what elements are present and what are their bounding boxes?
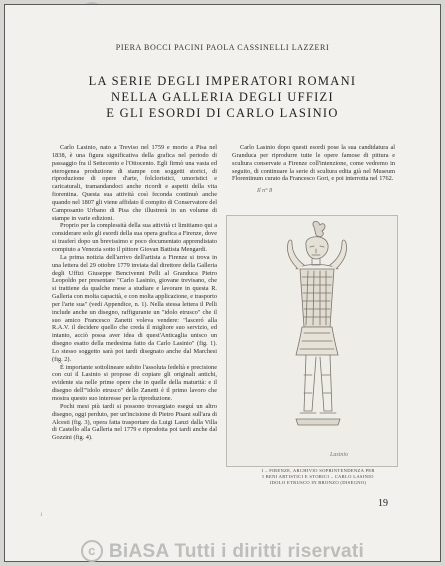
paragraph: È importante sottolineare subito l'assoluta fedeltà e precisione con cui il Lasinio si propose di copiare gli originali antichi, evidente sia nelle prime opere che in quelle della maturità: e il disegno dell'"idolo etrusco" dello Zanetti è il primo lavoro che mostra questo suo interesse per la riproduzione. [52,363,217,402]
paragraph: La prima notizia dell'arrivo dell'artista a Firenze si trova in una lettera del 29 ottobre 1779 inviata dal direttore della Galleria degli Uffizi Giuseppe Bencivenni Pelli al Granduca Pietro Leopoldo per presentare "Carlo Lasinio, giovane trevisano, che si trattiene da qualche mese a studiare e lavorare in questa R. Galleria con molta capacità, e con molta applicazione, e trasporto per l'arte sua" (vedi Appendice, n. 1). Nella stessa lettera il Pelli include anche un disegno, raffigurante un "idolo etrusco" che il suo amico Francesco Zanetti voleva vendere: "lasceró alla R.A.V. il decidere quello che creda il migliore suo servizio, ed intanto, acciò possa aver idea di quest'Anticaglia unisco un disegno esatto della medesima fatto da Carlo Lasinio" (fig. 1). Lo stesso soggetto sarà poi tardi disegnato anche dal Marchesi (fig. 2). [52,253,217,363]
watermark-text: BiASA Tutti i diritti riservati [108,541,365,562]
article-title-line-2: NELLA GALLERIA DEGLI UFFIZI [111,90,334,104]
paragraph: Proprio per la complessità della sua attività ci limitiamo qui a considerare solo gli esordi della sua opera grafica a Firenze, dove si trasferì dopo un brevissimo e poco documentato apprendistato compiuto a Venezia sotto il pittore Giovan Battista Mengardi. [52,222,217,253]
figure-caption [238,468,398,486]
copyright-icon: c [81,540,103,562]
left-text-column [52,144,217,442]
caption-line: I BENI ARTISTICI E STORICI – CARLO LASINIO [262,474,374,479]
caption-line: IDOLO ETRUSCO IN BRONZO (DISEGNO) [269,480,367,485]
margin-mark: 1 [40,513,43,518]
article-title-line-1: LA SERIE DEGLI IMPERATORI ROMANI [88,74,357,88]
paragraph: Carlo Lasinio, nato a Treviso nel 1759 e morto a Pisa nel 1838, è una figura significativa della grafica nel periodo di passaggio fra il Settecento e l'Ottocento. Egli firmò una vasta ed eterogenea produzione di stampe con soggetti storici, di riproduzione di opere d'arte, folcloristici, umoristici e caricaturali, tramandandoci anche ricordi e aspetti della vita fiorentina. Questa sua attività così feconda continuò anche quando nel 1807 gli viene affidato il compito di Conservatore del Camposanto Urbano di Pisa che illustrerà in un volume di stampe in varie edizioni. [52,144,217,222]
authors-line: PIERA BOCCI PACINI PAOLA CASSINELLI LAZZERI [115,43,330,52]
caption-line: 1 – FIRENZE, ARCHIVIO SOPRINTENDENZA PER [261,468,375,473]
page-number: 19 [378,498,388,509]
paragraph: Carlo Lasinio dopo questi esordi pose la sua candidatura al Granduca per riprodurre tutte le opere famose di pittura e scultura conservate a Firenze coll'intenzione, come vedremo in seguito, di continuare la serie di scultura edita già nel Museum Florentinum curato da Francesco Gori, e poi interrotta nel 1762. [232,144,395,183]
figure-signature: Lasinio [330,452,349,458]
right-text-column [232,144,395,183]
etruscan-idol-drawing [226,215,398,467]
watermark-bottom [0,540,445,563]
paragraph: Pochi mesi più tardi si possono trovargiato eseguì un altro disegno, oggi perduto, per un'incisione di Pietro Pisani sull'ara di Alcesti (fig. 3), opera fatta trasportare da Luigi Lanzi dalla Villa di Castello alla Galleria nel 1779 e riprodotta poi tardi anche dal Gozzini (fig. 4). [52,402,217,442]
figure-handwritten-label: Il n° 8 [257,188,273,194]
article-title-line-3: E GLI ESORDI DI CARLO LASINIO [106,106,339,120]
